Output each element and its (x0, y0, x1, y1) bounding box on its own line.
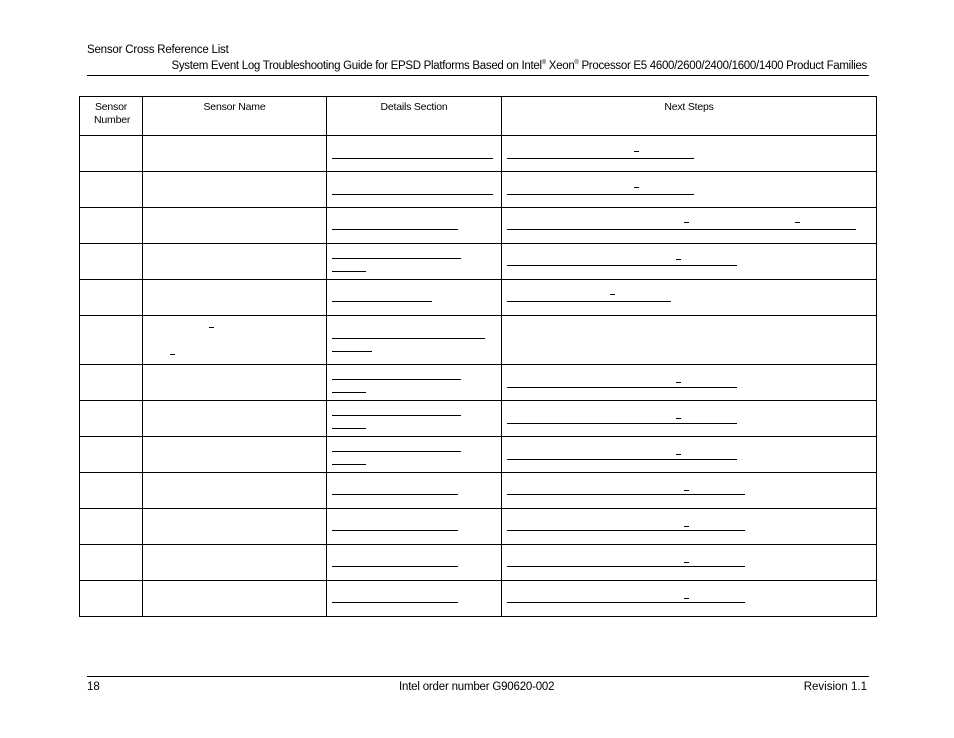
table-row (80, 208, 877, 244)
details-section-link[interactable] (327, 401, 502, 437)
next-steps-cell (502, 316, 877, 365)
table-row (80, 545, 877, 581)
details-section-link[interactable] (327, 473, 502, 509)
page-number: 18 (87, 681, 100, 693)
table-row (80, 401, 877, 437)
column-header-next-steps: Next Steps (502, 97, 877, 136)
table-row (80, 437, 877, 473)
order-number: Intel order number G90620-002 (399, 681, 555, 693)
sensor-number-cell (80, 316, 143, 365)
next-steps-link[interactable] (502, 401, 877, 437)
sensor-number-cell (80, 401, 143, 437)
sensor-number-cell (80, 581, 143, 617)
sensor-name-cell (143, 244, 327, 280)
table-row (80, 280, 877, 316)
details-section-link[interactable] (327, 365, 502, 401)
table-row (80, 172, 877, 208)
table-row (80, 509, 877, 545)
next-steps-link[interactable] (502, 509, 877, 545)
next-steps-link[interactable] (502, 244, 877, 280)
details-section-link[interactable] (327, 208, 502, 244)
sensor-name-cell (143, 136, 327, 172)
details-section-link[interactable] (327, 244, 502, 280)
sensor-name-cell (143, 473, 327, 509)
sensor-number-cell (80, 473, 143, 509)
sensor-name-cell (143, 280, 327, 316)
details-section-link[interactable] (327, 316, 502, 365)
sensor-name-cell (143, 545, 327, 581)
sensor-name-cell (143, 208, 327, 244)
sensor-name-cell (143, 172, 327, 208)
document-title-part1: System Event Log Troubleshooting Guide for EPSD Platforms Based on Intel (171, 60, 542, 72)
sensor-number-cell (80, 365, 143, 401)
details-section-link[interactable] (327, 136, 502, 172)
sensor-number-cell (80, 172, 143, 208)
sensor-name-cell (143, 401, 327, 437)
next-steps-link[interactable] (502, 437, 877, 473)
table-header-row (80, 97, 877, 136)
sensor-number-cell (80, 208, 143, 244)
table-row (80, 136, 877, 172)
table-row (80, 316, 877, 365)
sensor-number-cell (80, 280, 143, 316)
details-section-link[interactable] (327, 545, 502, 581)
sensor-name-cell (143, 509, 327, 545)
details-section-link[interactable] (327, 437, 502, 473)
details-section-link[interactable] (327, 581, 502, 617)
document-title (171, 60, 867, 72)
document-title-part3: Processor E5 4600/2600/2400/1600/1400 Product Families (578, 60, 867, 72)
sensor-name-cell (143, 437, 327, 473)
next-steps-link[interactable] (502, 545, 877, 581)
table-row (80, 473, 877, 509)
column-header-details-section: Details Section (327, 97, 502, 136)
footer-rule (87, 676, 869, 677)
details-section-link[interactable] (327, 172, 502, 208)
sensor-number-cell (80, 509, 143, 545)
header-rule (87, 75, 869, 76)
document-title-part2: Xeon (545, 60, 575, 72)
next-steps-link[interactable] (502, 208, 877, 244)
registered-mark: ® (541, 60, 546, 66)
sensor-number-cell (80, 545, 143, 581)
table-row (80, 365, 877, 401)
details-section-link[interactable] (327, 509, 502, 545)
sensor-name-cell (143, 365, 327, 401)
sensor-number-cell (80, 244, 143, 280)
column-header-sensor-number: Sensor Number (80, 97, 143, 136)
next-steps-link[interactable] (502, 280, 877, 316)
section-header: Sensor Cross Reference List (87, 44, 229, 56)
table-row (80, 244, 877, 280)
column-header-sensor-name: Sensor Name (143, 97, 327, 136)
sensor-name-cell (143, 316, 327, 365)
next-steps-link[interactable] (502, 172, 877, 208)
sensor-name-cell (143, 581, 327, 617)
next-steps-link[interactable] (502, 581, 877, 617)
table-row (80, 581, 877, 617)
details-section-link[interactable] (327, 280, 502, 316)
revision-label: Revision 1.1 (803, 681, 867, 693)
next-steps-link[interactable] (502, 365, 877, 401)
next-steps-link[interactable] (502, 136, 877, 172)
registered-mark: ® (574, 60, 579, 66)
next-steps-link[interactable] (502, 473, 877, 509)
sensor-number-cell (80, 136, 143, 172)
sensor-cross-reference-table (79, 96, 877, 617)
sensor-number-cell (80, 437, 143, 473)
